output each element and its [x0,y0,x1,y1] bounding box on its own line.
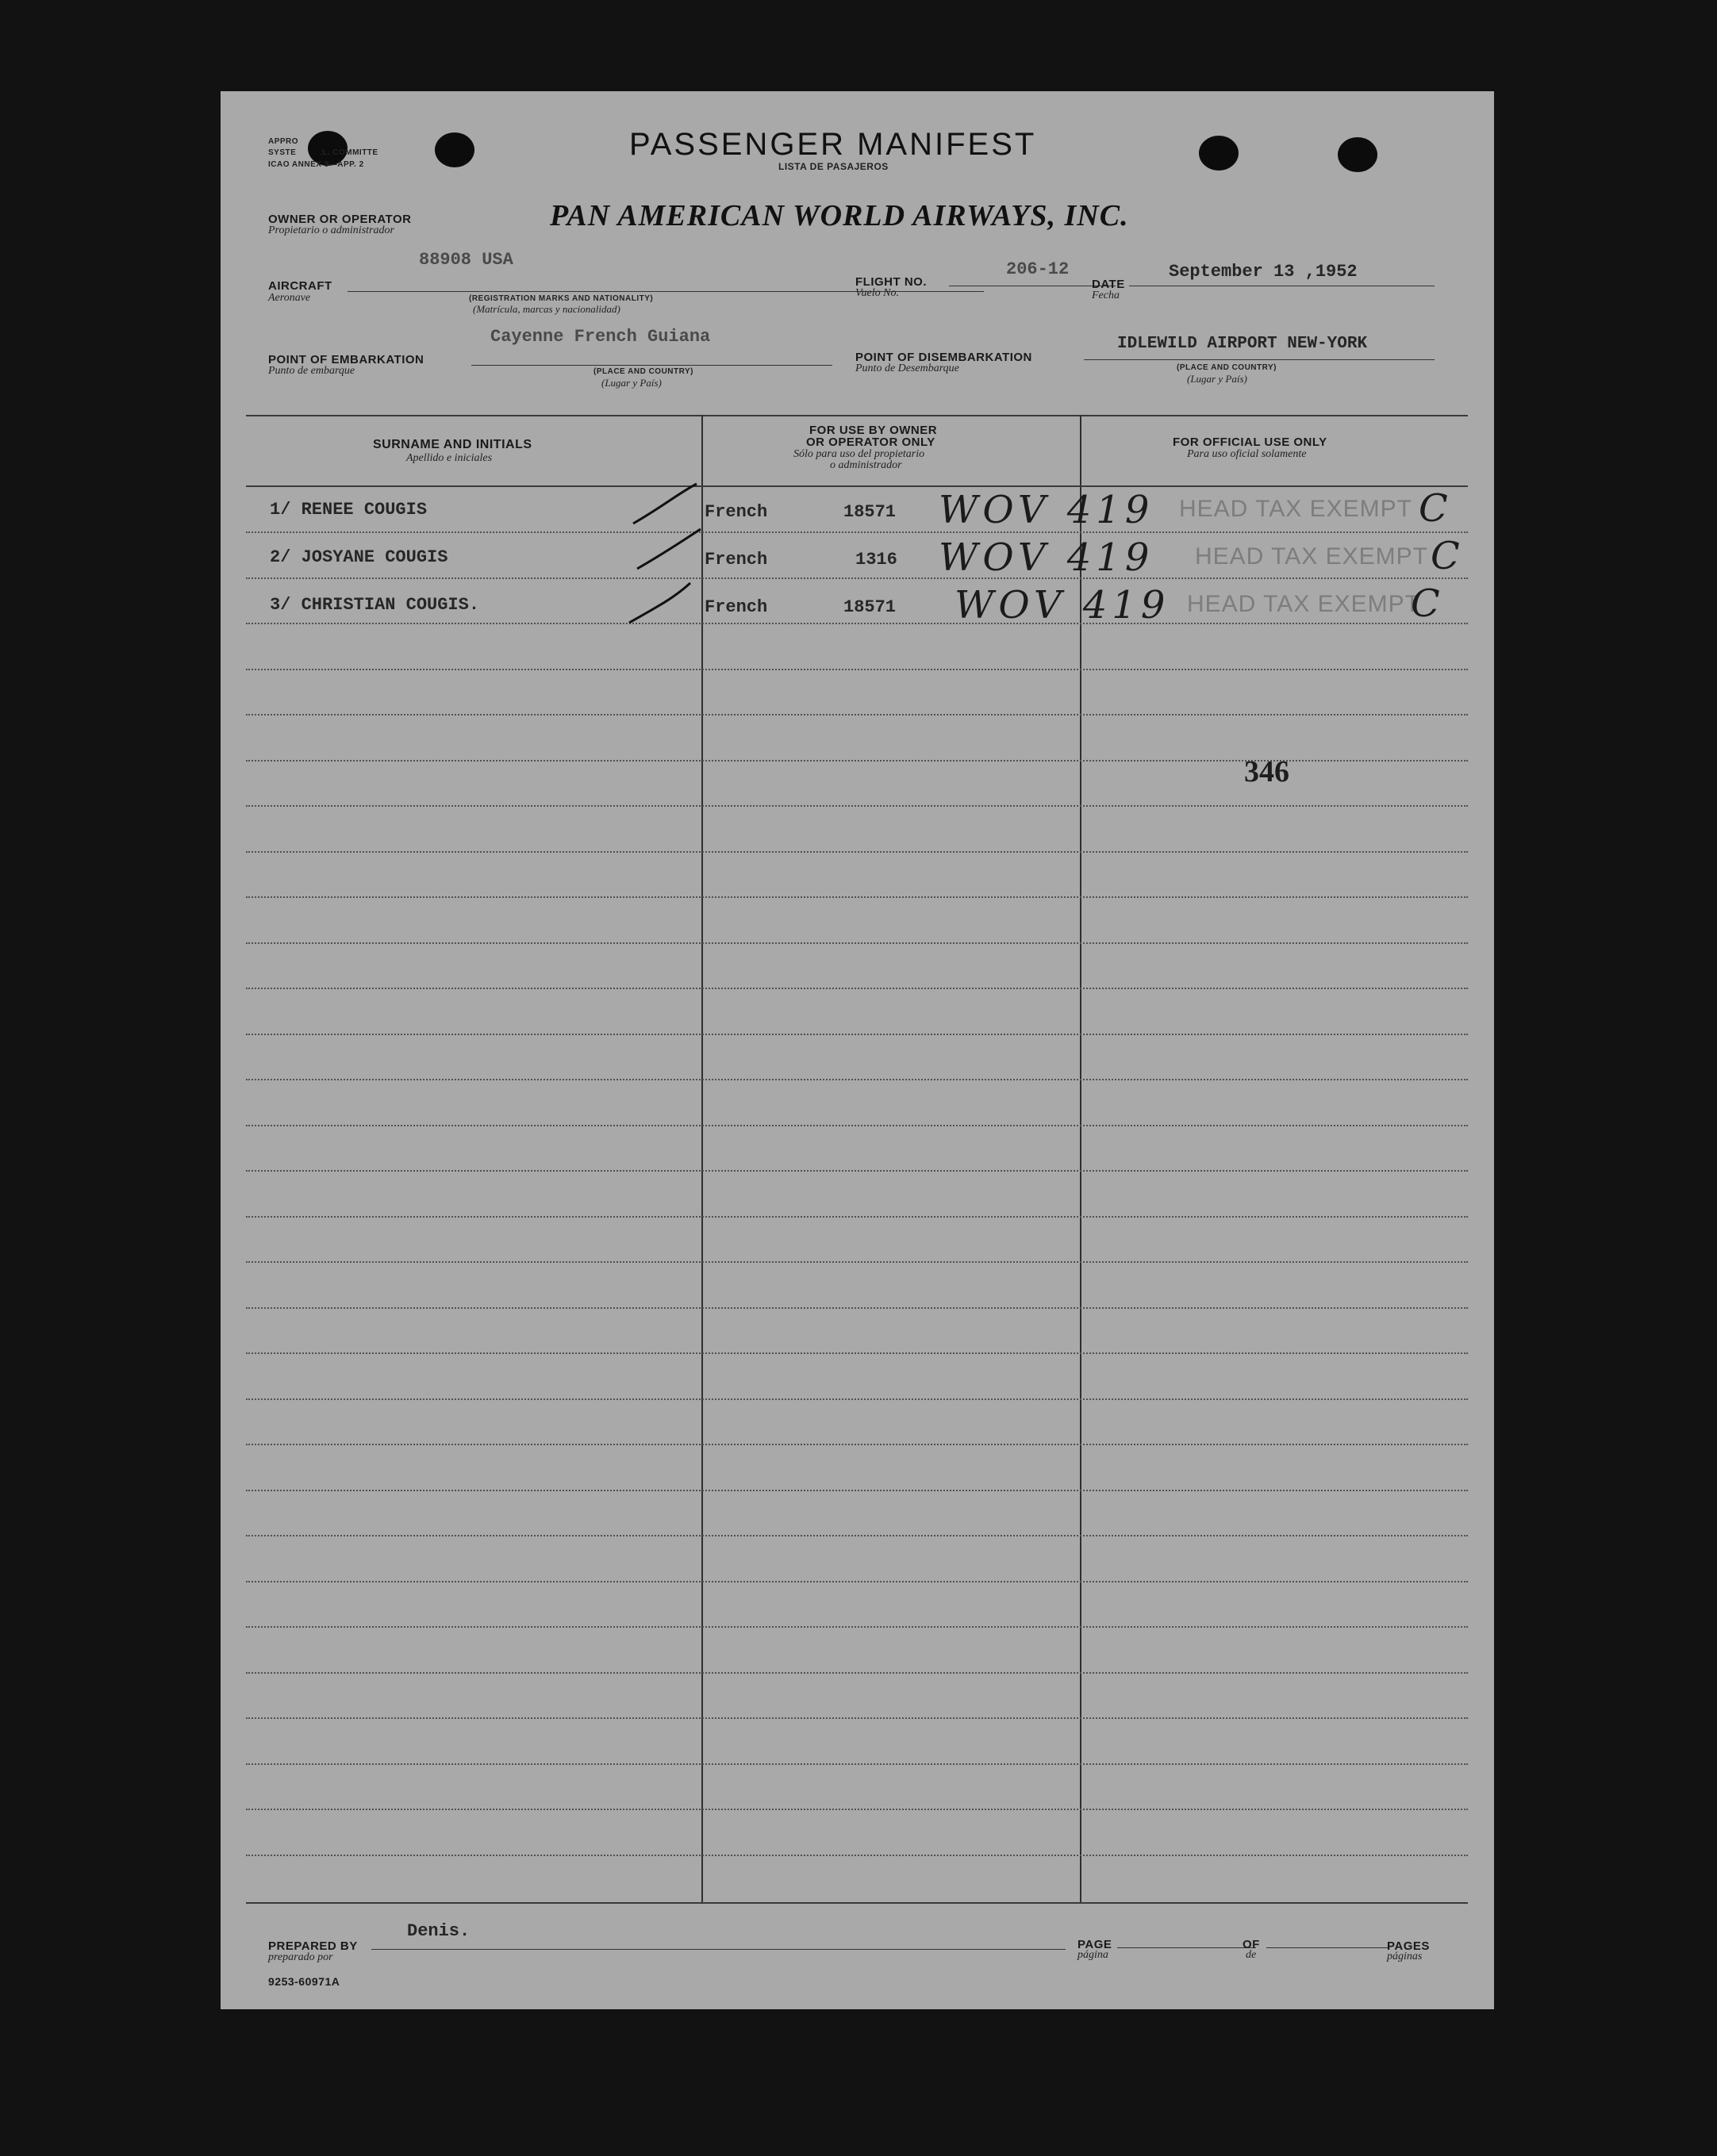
head-tax-stamp: HEAD TAX EXEMPT [1179,496,1412,522]
disembarkation-value: IDLEWILD AIRPORT NEW-YORK [1117,335,1368,353]
col-owner-header-es: o administrador [830,459,902,471]
prepared-label: PREPARED BY [268,1939,358,1953]
form-title: PASSENGER MANIFEST [629,127,1037,162]
head-tax-stamp: HEAD TAX EXEMPT [1195,543,1428,570]
ruled-line [246,1626,1468,1628]
form-number: 9253-60971A [268,1975,340,1988]
check-mark: C [1411,581,1440,626]
ruled-line [246,1763,1468,1765]
passenger-number: 1316 [855,550,897,570]
disembark-place-caption: (PLACE AND COUNTRY) [1177,363,1277,372]
col-official-header: FOR OFFICIAL USE ONLY [1173,435,1327,449]
ruled-line [246,1490,1468,1491]
handwritten-code: WOV 419 [939,488,1154,532]
passenger-nationality: French [705,502,768,522]
embarkation-value: Cayenne French Guiana [490,327,711,347]
aircraft-label: AIRCRAFT [268,279,332,293]
owner-value: PAN AMERICAN WORLD AIRWAYS, INC. [550,199,1129,232]
registration-caption: (REGISTRATION MARKS AND NATIONALITY) [469,294,654,303]
ruled-line [246,1034,1468,1035]
flight-label-es: Vuelo No. [855,287,899,299]
col-official-header-es: Para uso oficial solamente [1187,448,1307,460]
passenger-name: 1/ RENEE COUGIS [270,500,428,520]
pages-label: PAGES [1387,1939,1430,1953]
ruled-line [246,805,1468,807]
ruled-line [246,1261,1468,1263]
ruled-line [246,1581,1468,1582]
prepared-label-es: preparado por [268,1951,333,1963]
date-value: September 13 ,1952 [1169,262,1358,282]
owner-label: OWNER OR OPERATOR [268,213,412,226]
owner-label-es: Propietario o administrador [268,224,394,236]
ruled-line [246,1398,1468,1400]
pages-field-line [1266,1947,1389,1948]
embark-place-caption: (PLACE AND COUNTRY) [593,367,693,376]
of-label: OF [1243,1938,1260,1951]
ruled-line [246,1672,1468,1674]
check-mark: C [1431,534,1460,578]
date-label-es: Fecha [1092,290,1120,301]
prepared-field-line [371,1949,1066,1950]
approval-line: ICAO ANNEX 9—APP. 2 [268,160,364,169]
form-title-es: LISTA DE PASAJEROS [778,161,889,172]
page-field-line [1117,1947,1256,1948]
col-owner-header: OR OPERATOR ONLY [806,435,935,449]
approval-line: APPRO [268,137,299,146]
pages-label-es: páginas [1387,1951,1423,1962]
passenger-name: 2/ JOSYANE COUGIS [270,547,448,567]
date-label: DATE [1092,278,1125,291]
head-tax-stamp: HEAD TAX EXEMPT [1187,591,1420,617]
passenger-name: 3/ CHRISTIAN COUGIS. [270,595,480,615]
page-label: PAGE [1077,1938,1112,1951]
ruled-line [246,1535,1468,1536]
ruled-line [246,1125,1468,1126]
embark-place-caption-es: (Lugar y País) [601,377,662,389]
manifest-sheet [221,91,1494,2009]
ruled-line [246,1079,1468,1080]
flight-label: FLIGHT NO. [855,275,927,289]
ruled-line [246,942,1468,944]
flight-value: 206-12 [1006,259,1070,279]
passenger-nationality: French [705,597,768,617]
embarkation-label-es: Punto de embarque [268,365,355,377]
ruled-line [246,1216,1468,1218]
col-surname-header-es: Apellido e iniciales [406,452,493,464]
col-owner-header-es: Sólo para uso del propietario [793,448,925,460]
aircraft-label-es: Aeronave [268,292,311,304]
disembarkation-label: POINT OF DISEMBARKATION [855,351,1032,364]
disembarkation-label-es: Punto de Desembarque [855,363,959,374]
ruled-line [246,1352,1468,1354]
ruled-line [246,1170,1468,1172]
registration-caption-es: (Matrícula, marcas y nacionalidad) [473,303,620,315]
ruled-line [246,1307,1468,1309]
ruled-line [246,1444,1468,1445]
aircraft-value: 88908 USA [419,250,513,270]
handwritten-code: WOV 419 [939,535,1154,580]
prepared-value: Denis. [407,1921,471,1941]
table-bottom-border [246,1902,1468,1904]
of-label-es: de [1246,1949,1257,1961]
passenger-number: 18571 [843,502,897,522]
ruled-line [246,988,1468,989]
disembark-place-caption-es: (Lugar y País) [1187,373,1247,385]
check-mark: C [1419,486,1448,531]
page-label-es: página [1077,1949,1108,1961]
passenger-nationality: French [705,550,768,570]
stamped-number: 346 [1244,755,1289,788]
embarkation-label: POINT OF EMBARKATION [268,353,424,366]
pen-strokes [221,91,1494,805]
col-surname-header: SURNAME AND INITIALS [373,438,532,451]
col-owner-header: FOR USE BY OWNER [809,424,938,437]
ruled-line [246,1717,1468,1719]
handwritten-code: WOV 419 [955,583,1170,627]
ruled-line [246,896,1468,898]
approval-line: SYSTE .L. COMMITTE [268,148,378,157]
ruled-line [246,1855,1468,1856]
ruled-line [246,1809,1468,1810]
passenger-number: 18571 [843,597,897,617]
ruled-line [246,851,1468,853]
